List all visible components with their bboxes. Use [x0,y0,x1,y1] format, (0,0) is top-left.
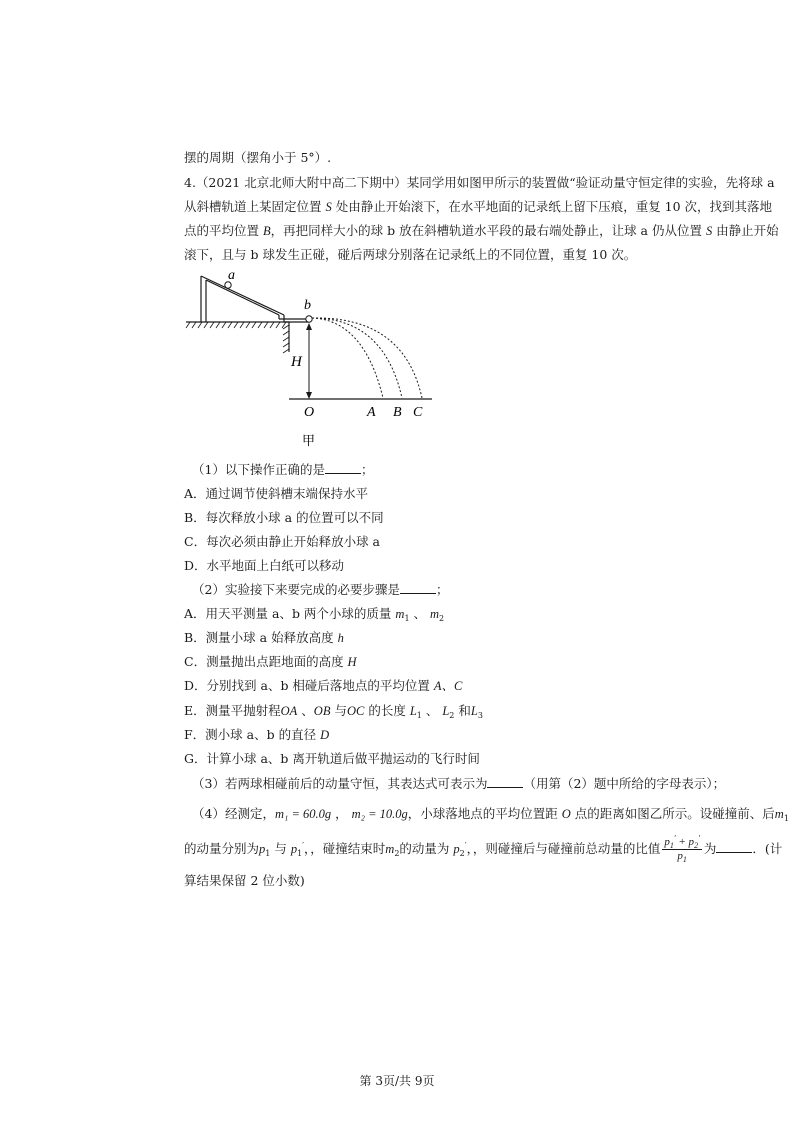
experiment-figure [184,268,444,448]
trajectory-C [312,318,422,398]
answer-blank-3[interactable] [487,777,523,788]
trajectory-A [312,318,383,398]
q4-line1: 4.（2021 北京北师大附中高二下期中）某同学用如图甲所示的装置做“验证动量守恒定律的实验，先将球 a [184,175,775,190]
ratio-fraction: $\frac{p_1' + p_2'}{p_1}$ [664,833,700,864]
sub2-option-f: F．测小球 a、b 的直径 D [184,727,330,742]
sub4-line3: 算结果保留 2 位小数) [184,873,305,888]
sub2-option-g: G．计算小球 a、b 离开轨道后做平抛运动的飞行时间 [184,751,480,766]
sub2-option-c: C．测量抛出点距地面的高度 H [184,654,357,669]
label-b: b [304,298,311,313]
answer-blank-1[interactable] [325,463,361,474]
sub2-option-b: B．测量小球 a 始释放高度 h [184,630,344,645]
sub2-option-e: E．测量平抛射程OA 、OB 与OC 的长度 $L_1$ 、 $L_2$ 和$L_3$ [184,703,483,720]
q4-line3: 点的平均位置 B，再把同样大小的球 b 放在斜槽轨道水平段的最右端处静止，让球 a 仍从位置 S 由静止开始 [184,223,779,238]
label-A: A [367,405,376,420]
ramp [201,276,310,322]
label-B: B [393,405,402,420]
label-O: O [304,405,315,420]
sub1-option-a: A．通过调节使斜槽末端保持水平 [184,486,369,501]
sub4-line2: 的动量分别为$p_1$ 与 $p_1'$，，碰撞结束时$m_2$的动量为 $p_2'$，，则碰撞后与碰撞前总动量的比值 $\frac{p_1' + p_2'}{p_1}$ 为 ．(计 [184,833,783,864]
answer-blank-2[interactable] [400,583,436,594]
figure-caption: 甲 [302,434,316,448]
sub4-line1: （4）经测定，m₁ = 60.0g ， m₂ = 10.0g，小球落地点的平均位置距 O 点的距离如图乙所示。设碰撞前、后$m_1$ [192,806,789,823]
label-C: C [413,405,423,420]
arrow-up [306,323,312,330]
label-H: H [291,354,302,370]
answer-blank-4[interactable] [716,842,752,853]
q4-line4: 滚下，且与 b 球发生正碰，碰后两球分别落在记录纸上的不同位置，重复 10 次。 [184,247,637,262]
sub1-option-c: C．每次必须由静止开始释放小球 a [184,534,380,549]
trajectory-B [312,318,402,398]
sub2-stem: （2）实验接下来要完成的必要步骤是 ； [192,582,449,597]
page-footer: 第 3页/共 9页 [359,1074,435,1088]
label-a: a [228,268,235,283]
sub1-stem: （1）以下操作正确的是 ； [192,462,374,477]
arrow-down [306,392,312,399]
sub1-option-b: B．每次释放小球 a 的位置可以不同 [184,510,384,525]
sub2-option-d: D．分别找到 a、b 相碰后落地点的平均位置 A、C [184,678,463,693]
sub3-stem: （3）若两球相碰前后的动量守恒，其表达式可表示为 （用第（2）题中所给的字母表示）； [192,776,726,791]
ball-b [306,316,312,322]
q4-line2: 从斜槽轨道上某固定位置 S 处由静止开始滚下，在水平地面的记录纸上留下压痕，重复 10 次，找到其落地 [184,199,773,214]
sub2-option-a: A．用天平测量 a、b 两个小球的质量 $m_1$ 、 $m_2$ [184,606,445,623]
sub1-option-d: D．水平地面上白纸可以移动 [184,558,345,573]
intro-tail: 摆的周期（摆角小于 5°）. [184,150,332,165]
